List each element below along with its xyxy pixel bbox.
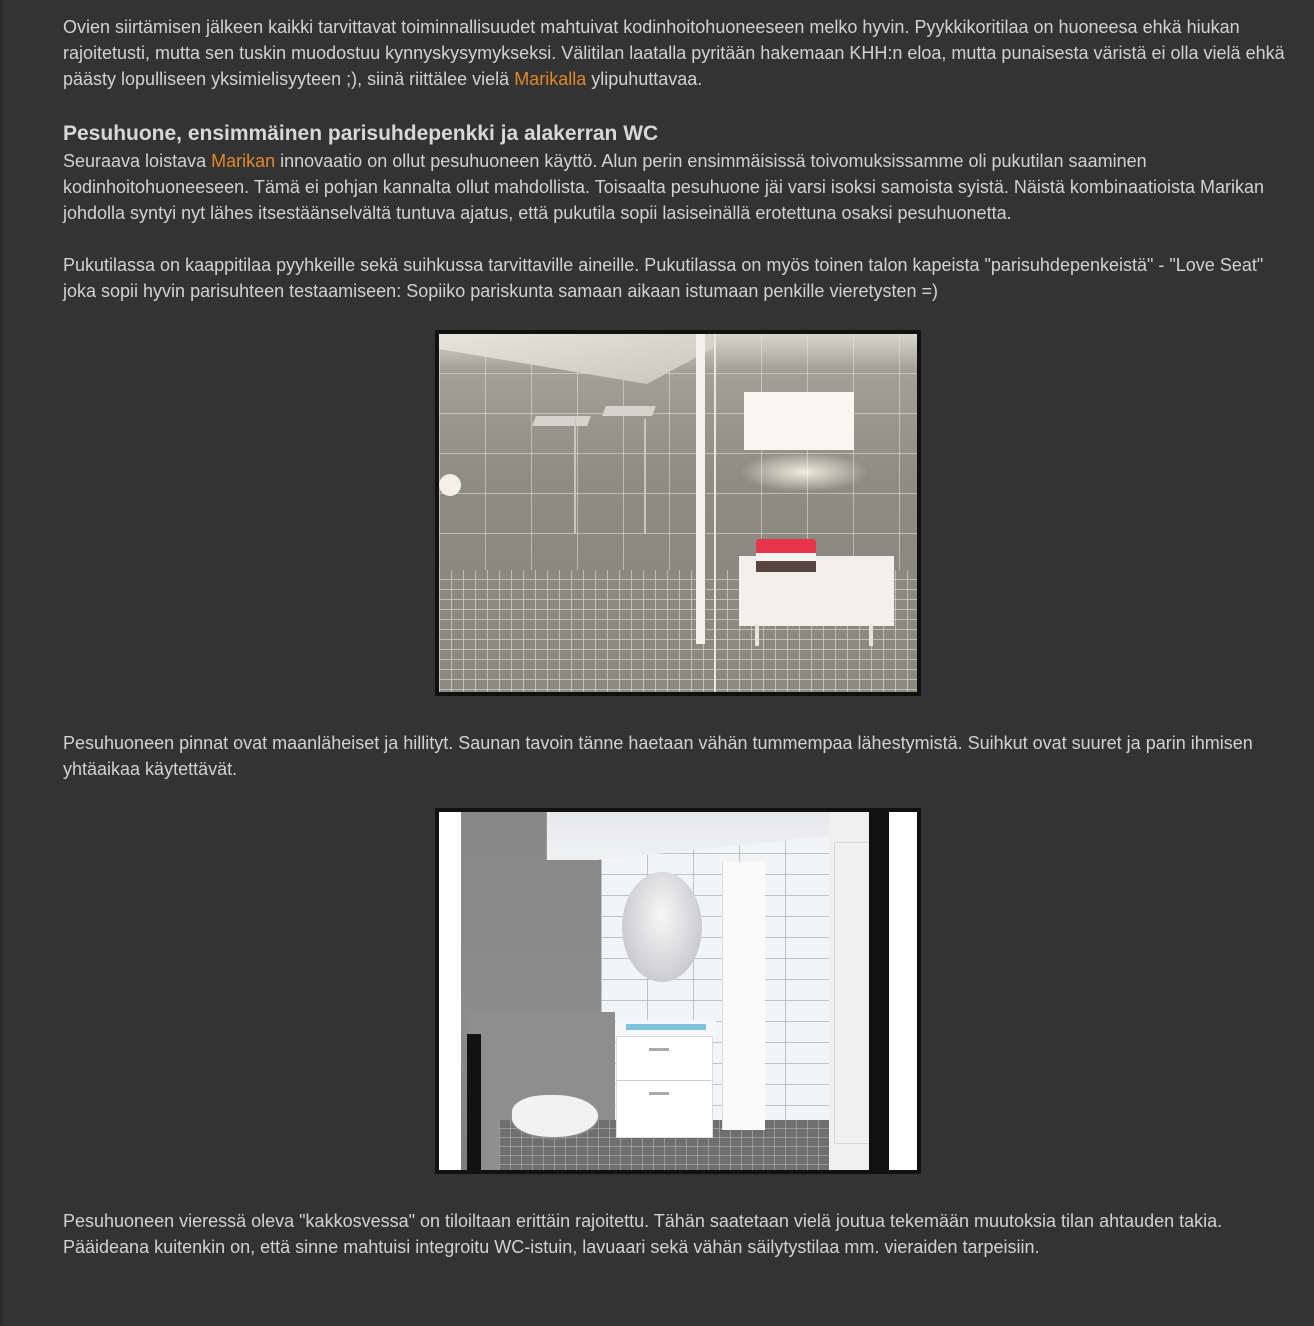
page-left-edge: [0, 0, 3, 1326]
wc-render-image[interactable]: [435, 808, 921, 1174]
section-paragraph-2: Pukutilassa on kaappitilaa pyyhkeille sekä suihkussa tarvittaville aineille. Pukutilassa on myös toinen talon kapeista "parisuhdepenkeistä" - "Love Seat" joka sopii hyvin parisuhteen testaamiseen: Sopiiko pariskunta samaan aikaan istumaan penkille vieretysten =): [63, 255, 1264, 301]
marikalla-link[interactable]: Marikalla: [514, 69, 587, 89]
section-heading: Pesuhuone, ensimmäinen parisuhdepenkki ja alakerran WC: [63, 122, 659, 145]
intro-paragraph: [63, 14, 1293, 92]
wall-cabinet: [744, 392, 854, 450]
vanity-unit: [616, 1036, 713, 1138]
section-text-before-link: Seuraava loistava: [63, 151, 212, 171]
shower-pipe: [644, 419, 646, 534]
section-paragraph-1: [63, 148, 1293, 226]
shower-pipe: [574, 419, 576, 534]
caption-paragraph-2: Pesuhuoneen vieressä oleva "kakkosvessa" on tiloiltaan erittäin rajoitettu. Tähän saatetaan vielä joutua tekemään muutoksia tilan ahtauden takia. Pääideana kuitenkin on, että sinne mahtuisi integroitu WC-istuin, lavuaari sekä vähän säilytystilaa mm. vieraiden tarpeisiin.: [63, 1211, 1223, 1257]
glass-partition: [696, 334, 705, 644]
towel-stack: [756, 539, 816, 553]
marikan-link[interactable]: Marikan: [211, 151, 276, 171]
shower-render-image[interactable]: [435, 330, 921, 696]
rain-shower-head: [602, 406, 656, 416]
oval-mirror: [622, 872, 702, 982]
section-text-after-link: innovaatio on ollut pesuhuoneen käyttö. Alun perin ensimmäisissä toivomuksissamme oli pukutilan saaminen kodinhoitohuoneeseen. Tämä ei pohjan kannalta ollut mahdollista. Toisaalta pesuhuone jäi varsi isoksi samoista syistä. Näistä kombinaatioista Marikan johdolla syntyi nyt lähes itsestäänselvältä tuntuva ajatus, että pukutila sopii lasiseinällä erotettuna osaksi pesuhuonetta.: [63, 151, 1265, 223]
intro-text-before-link: Ovien siirtämisen jälkeen kaikki tarvittavat toiminnallisuudet mahtuivat kodinhoitohuoneeseen melko hyvin. Pyykkikoritilaa on huoneesa ehkä hiukan rajoitetusti, mutta sen tuskin muodostuu kynnyskysymykseksi. Välitilan laatalla pyritään hakemaan KHH:n eloa, mutta punaisesta väristä ei olla vielä ehkä päästy lopulliseen yksimielisyyteen ;), siinä riittälee vielä: [63, 17, 1285, 89]
article-body: [63, 14, 1293, 1260]
wall-lamp: [439, 474, 461, 496]
caption-paragraph-1: Pesuhuoneen pinnat ovat maanläheiset ja hillityt. Saunan tavoin tänne haetaan vähän tummempaa lähestymistä. Suihkut ovat suuret ja parin ihmisen yhtäaikaa käytettävät.: [63, 733, 1253, 779]
intro-text-after-link: ylipuhuttavaa.: [586, 69, 703, 89]
washbasin: [626, 1024, 706, 1030]
wall-hung-toilet: [512, 1095, 598, 1137]
figure-shower: [63, 330, 1293, 696]
tall-cabinet: [722, 862, 765, 1130]
figure-wc: [63, 808, 1293, 1174]
rain-shower-head: [532, 416, 591, 426]
